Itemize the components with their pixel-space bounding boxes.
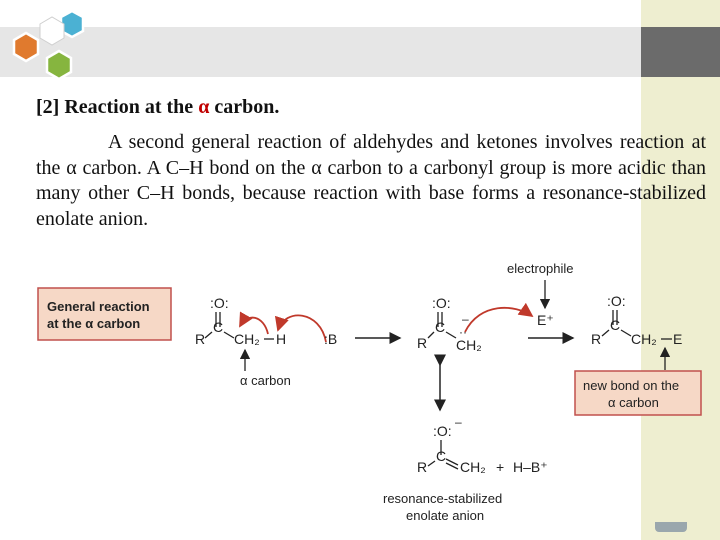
corner-decoration xyxy=(655,522,687,532)
enolate-charge: – xyxy=(455,415,462,429)
slide-title xyxy=(36,95,706,121)
body-paragraph: A second general reaction of aldehydes and ketones involves reaction at the α carbon. A C–H bond on the α carbon to a carbonyl group is more acidic than many other C–H bonds, because reaction with base forms a resonance-stabilized enolate anion. xyxy=(36,131,706,230)
hexagon-orange xyxy=(14,33,38,61)
header-bar-light xyxy=(0,27,641,77)
new-bond-label: new bond on the xyxy=(583,378,680,393)
enolate-ch2: CH₂ xyxy=(460,459,486,475)
enolate-oxygen: :O: xyxy=(433,423,452,439)
general-reaction-label-2: at the α carbon xyxy=(47,316,141,331)
mid-ch2-bond xyxy=(446,332,456,338)
start-r: R xyxy=(195,331,206,347)
prod-ch2-bond xyxy=(621,330,631,336)
hexagon-green xyxy=(47,51,71,79)
alpha-carbon-label: α carbon xyxy=(240,373,291,388)
mid-lone-pair: ·· xyxy=(459,325,467,339)
enolate-label: resonance-stabilized xyxy=(383,491,503,506)
start-r-bond xyxy=(205,332,212,338)
mid-r-bond xyxy=(428,332,434,338)
start-ch2-bond xyxy=(224,332,234,338)
enolate-r-bond xyxy=(428,461,435,466)
hb-plus: H–B⁺ xyxy=(513,459,548,475)
start-hydrogen: H xyxy=(276,331,287,347)
start-carbon: C xyxy=(213,319,224,335)
hexagon-logo xyxy=(0,0,95,95)
electrophile-label: electrophile xyxy=(507,261,574,276)
reaction-diagram xyxy=(0,250,720,540)
mid-charge: – xyxy=(462,312,469,326)
enolate-plus: + xyxy=(496,459,505,475)
prod-ch2: CH₂ xyxy=(631,331,657,347)
general-reaction-box xyxy=(38,288,171,340)
enolate-r: R xyxy=(417,459,428,475)
base-label: :B xyxy=(324,331,338,347)
mid-r: R xyxy=(417,335,428,351)
prod-r: R xyxy=(591,331,602,347)
mid-oxygen: :O: xyxy=(432,295,451,311)
title-alpha: α xyxy=(198,96,210,118)
prod-oxygen: :O: xyxy=(607,293,626,309)
prod-e: E xyxy=(673,331,683,347)
general-reaction-label: General reaction xyxy=(47,299,150,314)
mid-ch2: CH₂ xyxy=(456,337,482,353)
enolate-carbon: C xyxy=(436,448,447,464)
start-oxygen: :O: xyxy=(210,295,229,311)
new-bond-label-2: α carbon xyxy=(608,395,659,410)
enolate-label-2: enolate anion xyxy=(406,508,485,523)
prod-r-bond xyxy=(602,330,609,336)
electrophile-e-plus: E⁺ xyxy=(537,312,554,328)
curved-arrow-attack xyxy=(465,308,532,332)
prod-carbon: C xyxy=(610,317,621,333)
mid-carbon: C xyxy=(435,319,446,335)
title-prefix: [2] Reaction at the xyxy=(36,96,199,118)
start-ch2: CH₂ xyxy=(234,331,260,347)
title-suffix: carbon. xyxy=(209,96,280,118)
